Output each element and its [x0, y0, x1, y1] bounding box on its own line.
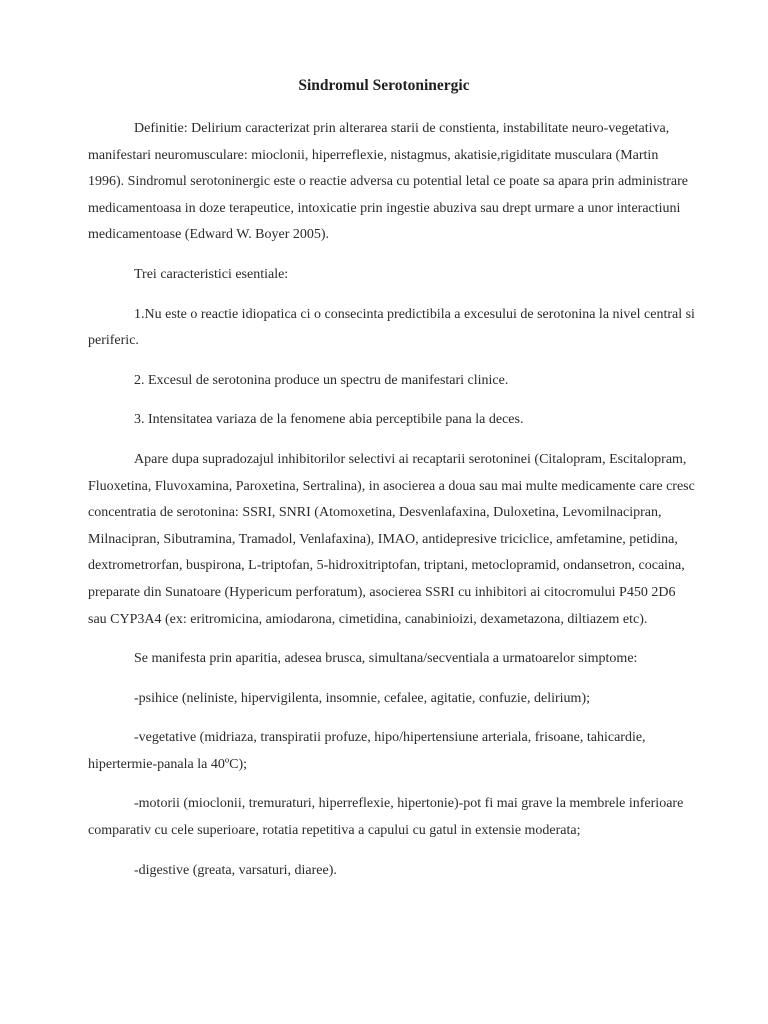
paragraph-characteristic-3: 3. Intensitatea variaza de la fenomene abia perceptibile pana la deces.: [134, 412, 524, 428]
paragraph-symptoms-motor: -motorii (mioclonii, tremuraturi, hiperreflexie, hipertonie)-pot fi mai grave la membrele inferioare comparativ cu cele superioare, rotatia repetitiva a capului cu gatul in extensie moderata;: [88, 796, 684, 839]
document-title: Sindromul Serotoninergic: [298, 77, 470, 94]
document-body: [88, 116, 696, 884]
paragraph-causes: Apare dupa supradozajul inhibitorilor selectivi ai recaptarii serotoninei (Citalopram, Escitalopram, Fluoxetina, Fluvoxamina, Paroxetina, Sertralina), in asocierea a doua sau mai multe medicamente care cresc concentratia de serotonina: SSRI, SNRI (Atomoxetina, Desvenlafaxina, Duloxetina, Levomilnacipran, Milnacipran, Sibutramina, Tramadol, Venlafaxina), IMAO, antidepresive triciclice, amfetamine, petidina, dextrometrorfan, buspirona, L-triptofan, 5-hidroxitriptofan, triptani, metoclopramid, ondansetron, cocaina, preparate din Sunatoare (Hypericum perforatum), asocierea SSRI cu inhibitori ai citocromului P450 2D6 sau CYP3A4 (ex: eritromicina, amiodarona, cimetidina, canabinioizi, dexametazona, diltiazem etc).: [88, 451, 695, 627]
paragraph-symptoms-intro: Se manifesta prin aparitia, adesea brusca, simultana/secventiala a urmatoarelor simptome:: [134, 651, 638, 667]
paragraph-definition: Definitie: Delirium caracterizat prin alterarea starii de constienta, instabilitate neuro-vegetativa, manifestari neuromusculare: mioclonii, hiperreflexie, nistagmus, akatisie,rigiditate musculara (Martin 1996). Sindromul serotoninergic este o reactie adversa cu potential letal ce poate sa apara prin administrare medicamentoasa in doze terapeutice, intoxicatie prin ingestie abuziva sau drept urmare a unor interactiuni medicamentoase (Edward W. Boyer 2005).: [88, 121, 688, 243]
paragraph-symptoms-vegetative: -vegetative (midriaza, transpiratii profuze, hipo/hipertensiune arteriala, frisoane, tahicardie, hipertermie-panala la 40ºC);: [88, 730, 646, 772]
paragraph-symptoms-digestive: -digestive (greata, varsaturi, diaree).: [134, 862, 337, 878]
paragraph-symptoms-psychic: -psihice (neliniste, hipervigilenta, insomnie, cefalee, agitatie, confuzie, delirium);: [134, 690, 590, 706]
paragraph-characteristic-1: 1.Nu este o reactie idiopatica ci o consecinta predictibila a excesului de serotonina la nivel central si periferic.: [88, 306, 695, 349]
paragraph-characteristic-2: 2. Excesul de serotonina produce un spectru de manifestari clinice.: [134, 372, 509, 388]
paragraph-characteristics-heading: Trei caracteristici esentiale:: [134, 266, 289, 282]
